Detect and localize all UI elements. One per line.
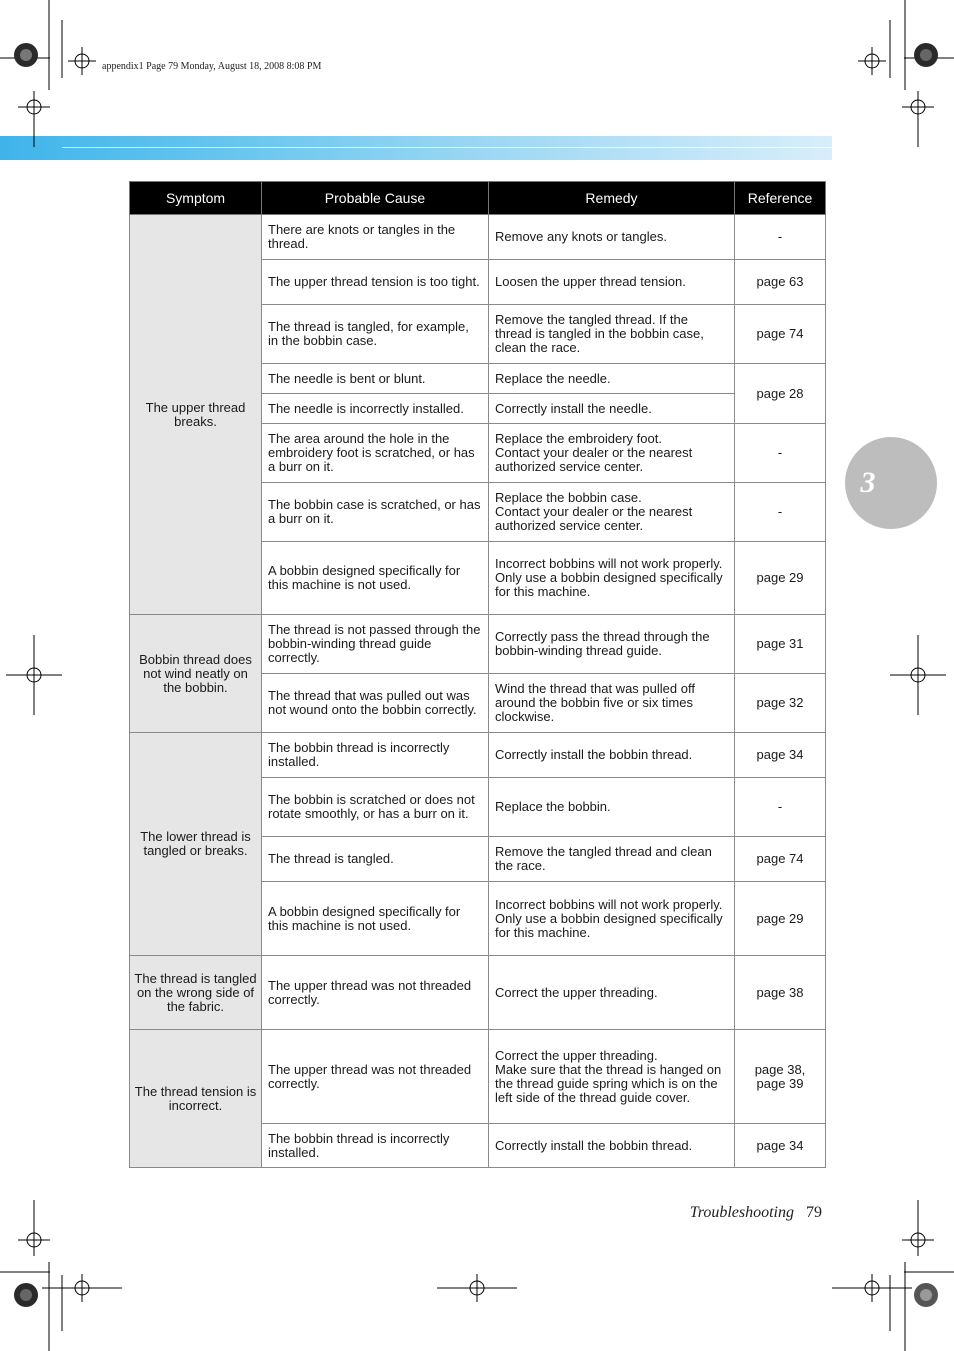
- cause-cell: The upper thread tension is too tight.: [262, 260, 489, 305]
- remedy-cell: Remove the tangled thread and clean the race.: [489, 837, 735, 882]
- remedy-cell: Incorrect bobbins will not work properly. Only use a bobbin designed specifically for this machine.: [489, 882, 735, 956]
- cause-cell: A bobbin designed specifically for this machine is not used.: [262, 882, 489, 956]
- header-probable-cause: Probable Cause: [262, 182, 489, 215]
- table-row: [130, 215, 826, 260]
- cause-cell: The thread is not passed through the bobbin-winding thread guide correctly.: [262, 615, 489, 674]
- table-row: [130, 615, 826, 674]
- footer-page-number: 79: [806, 1204, 822, 1221]
- remedy-cell: Remove the tangled thread. If the thread is tangled in the bobbin case, clean the race.: [489, 305, 735, 364]
- reference-cell: page 32: [735, 674, 826, 733]
- cause-cell: The area around the hole in the embroidery foot is scratched, or has a burr on it.: [262, 424, 489, 483]
- page-slug: appendix1 Page 79 Monday, August 18, 2008 8:08 PM: [102, 61, 322, 72]
- cause-cell: The thread is tangled, for example, in the bobbin case.: [262, 305, 489, 364]
- remedy-cell: Correctly install the bobbin thread.: [489, 733, 735, 778]
- table-header-row: [130, 182, 826, 215]
- reference-cell: -: [735, 483, 826, 542]
- remedy-cell: Incorrect bobbins will not work properly. Only use a bobbin designed specifically for this machine.: [489, 542, 735, 615]
- table-row: [130, 1030, 826, 1124]
- remedy-cell: Correctly pass the thread through the bobbin-winding thread guide.: [489, 615, 735, 674]
- cause-cell: The thread that was pulled out was not wound onto the bobbin correctly.: [262, 674, 489, 733]
- symptom-cell: The upper thread breaks.: [130, 215, 262, 615]
- cause-cell: A bobbin designed specifically for this machine is not used.: [262, 542, 489, 615]
- reference-cell: page 74: [735, 305, 826, 364]
- reference-cell: page 29: [735, 882, 826, 956]
- chapter-number: 3: [860, 466, 876, 499]
- reference-cell: -: [735, 424, 826, 483]
- remedy-cell: Correct the upper threading.: [489, 956, 735, 1030]
- cause-cell: The bobbin thread is incorrectly installed.: [262, 1124, 489, 1168]
- reference-cell: -: [735, 778, 826, 837]
- cause-cell: The needle is incorrectly installed.: [262, 394, 489, 424]
- symptom-cell: The thread is tangled on the wrong side of the fabric.: [130, 956, 262, 1030]
- reference-cell: page 74: [735, 837, 826, 882]
- reference-cell: page 63: [735, 260, 826, 305]
- symptom-cell: The lower thread is tangled or breaks.: [130, 733, 262, 956]
- remedy-cell: Correctly install the bobbin thread.: [489, 1124, 735, 1168]
- remedy-cell: Remove any knots or tangles.: [489, 215, 735, 260]
- reference-cell: page 38, page 39: [735, 1030, 826, 1124]
- remedy-cell: Replace the embroidery foot. Contact your dealer or the nearest authorized service center.: [489, 424, 735, 483]
- cause-cell: The upper thread was not threaded correctly.: [262, 956, 489, 1030]
- remedy-cell: Wind the thread that was pulled off around the bobbin five or six times clockwise.: [489, 674, 735, 733]
- table-row: [130, 956, 826, 1030]
- table-row: [130, 733, 826, 778]
- cause-cell: The bobbin is scratched or does not rotate smoothly, or has a burr on it.: [262, 778, 489, 837]
- header-remedy: Remedy: [489, 182, 735, 215]
- cause-cell: The upper thread was not threaded correctly.: [262, 1030, 489, 1124]
- reference-cell: page 28: [735, 364, 826, 424]
- header-reference: Reference: [735, 182, 826, 215]
- symptom-cell: Bobbin thread does not wind neatly on the bobbin.: [130, 615, 262, 733]
- remedy-cell: Correct the upper threading. Make sure that the thread is hanged on the thread guide spring which is on the left side of the thread guide cover.: [489, 1030, 735, 1124]
- cause-cell: The needle is bent or blunt.: [262, 364, 489, 394]
- reference-cell: page 38: [735, 956, 826, 1030]
- reference-cell: -: [735, 215, 826, 260]
- footer-section-title: Troubleshooting: [689, 1204, 794, 1221]
- cause-cell: The bobbin case is scratched, or has a burr on it.: [262, 483, 489, 542]
- cause-cell: The thread is tangled.: [262, 837, 489, 882]
- header-symptom: Symptom: [130, 182, 262, 215]
- remedy-cell: Replace the bobbin case. Contact your dealer or the nearest authorized service center.: [489, 483, 735, 542]
- chapter-tab: [845, 437, 937, 529]
- remedy-cell: Loosen the upper thread tension.: [489, 260, 735, 305]
- reference-cell: page 34: [735, 1124, 826, 1168]
- reference-cell: page 29: [735, 542, 826, 615]
- page-footer: [690, 1204, 822, 1222]
- troubleshooting-table: [129, 181, 826, 1168]
- cause-cell: The bobbin thread is incorrectly installed.: [262, 733, 489, 778]
- reference-cell: page 31: [735, 615, 826, 674]
- remedy-cell: Replace the bobbin.: [489, 778, 735, 837]
- remedy-cell: Correctly install the needle.: [489, 394, 735, 424]
- cause-cell: There are knots or tangles in the thread.: [262, 215, 489, 260]
- remedy-cell: Replace the needle.: [489, 364, 735, 394]
- symptom-cell: The thread tension is incorrect.: [130, 1030, 262, 1168]
- reference-cell: page 34: [735, 733, 826, 778]
